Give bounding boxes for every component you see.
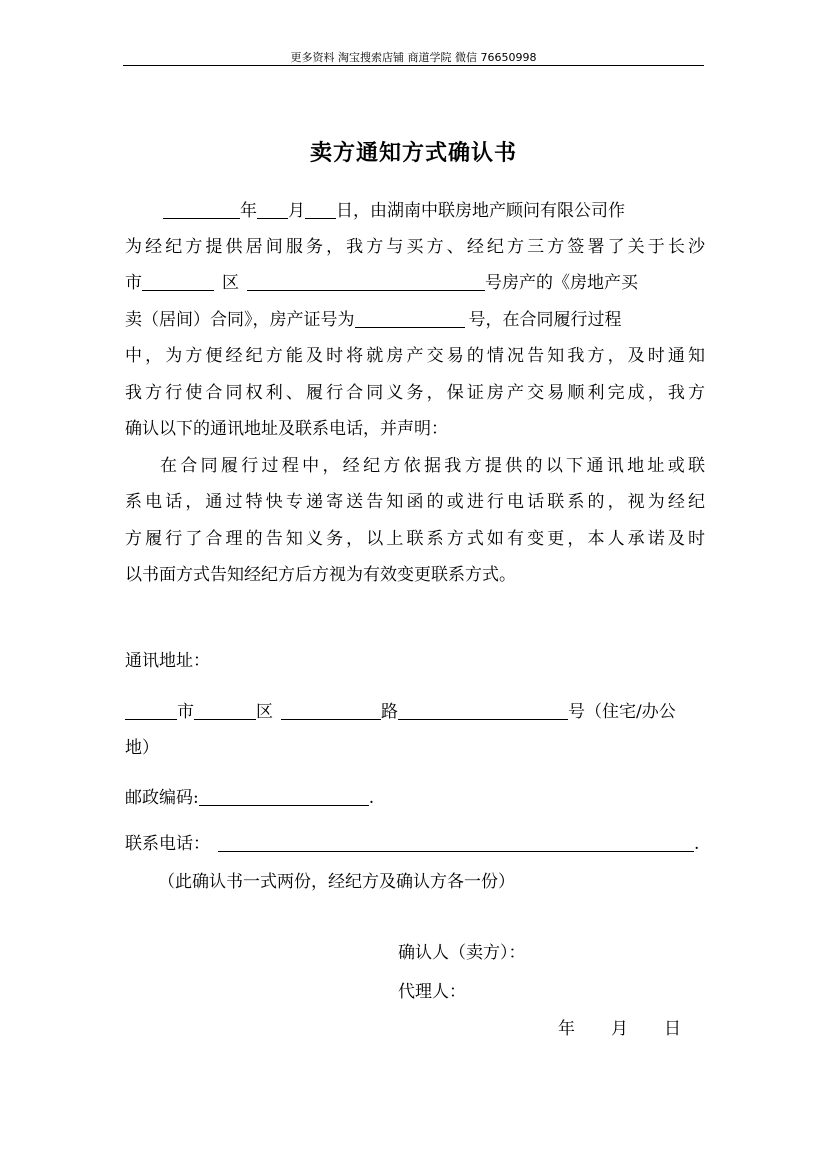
blank-city[interactable] (142, 271, 214, 291)
document-title: 卖方通知方式确认书 (309, 140, 517, 166)
address-line: 市 区 路 号（住宅/办公 (125, 697, 705, 727)
phone-line: 联系电话： . (125, 834, 700, 854)
blank-property-address[interactable] (247, 271, 485, 291)
blank-addr-city[interactable] (125, 700, 177, 720)
p2-line-2: 系电话，通过特快专递寄送告知函的或进行电话联系的，视为经纪 (125, 492, 705, 512)
sign-month: 月 (611, 1019, 628, 1039)
header-rule (123, 65, 704, 66)
p1-line-6: 我方行使合同权利、履行合同义务，保证房产交易顺利完成，我方 (125, 383, 705, 403)
copies-note: （此确认书一式两份，经纪方及确认方各一份） (158, 872, 515, 892)
p1-line-1: 年 月 日，由湖南中联房地产顾问有限公司作 (125, 196, 705, 226)
blank-property-cert[interactable] (355, 308, 465, 328)
p1-line-7: 确认以下的通讯地址及联系电话，并声明： (125, 419, 448, 439)
address-label: 通讯地址： (125, 651, 210, 671)
blank-addr-district[interactable] (194, 700, 256, 720)
p1-line-2: 为经纪方提供居间服务，我方与买方、经纪方三方签署了关于长沙 (125, 237, 705, 257)
sign-year: 年 (558, 1019, 575, 1039)
blank-day[interactable] (305, 199, 336, 219)
blank-phone[interactable] (218, 832, 694, 852)
p2-line-1: 在合同履行过程中，经纪方依据我方提供的以下通讯地址或联 (160, 456, 705, 476)
blank-year[interactable] (163, 199, 240, 219)
page-header: 更多资料 淘宝搜索店铺 商道学院 微信 76650998 (290, 51, 537, 64)
blank-postal[interactable] (199, 786, 369, 806)
blank-addr-number[interactable] (398, 700, 568, 720)
sign-date (558, 1014, 708, 1044)
address-cont: 地） (125, 738, 159, 758)
confirmer-label: 确认人（卖方）： (398, 943, 526, 963)
agent-label: 代理人： (398, 982, 466, 1002)
sign-day: 日 (664, 1019, 681, 1039)
blank-month[interactable] (257, 199, 288, 219)
blank-addr-road[interactable] (281, 700, 381, 720)
postal-line: 邮政编码: . (125, 788, 375, 808)
p1-line-3: 市 区 号房产的《房地产买 (125, 273, 638, 293)
p1-line-5: 中，为方便经纪方能及时将就房产交易的情况告知我方，及时通知 (125, 346, 705, 366)
p2-line-4: 以书面方式告知经纪方后方视为有效变更联系方式。 (125, 565, 516, 585)
p2-line-3: 方履行了合理的告知义务，以上联系方式如有变更，本人承诺及时 (125, 529, 705, 549)
p1-line-4: 卖（居间）合同》，房产证号为 号，在合同履行过程 (125, 310, 622, 330)
